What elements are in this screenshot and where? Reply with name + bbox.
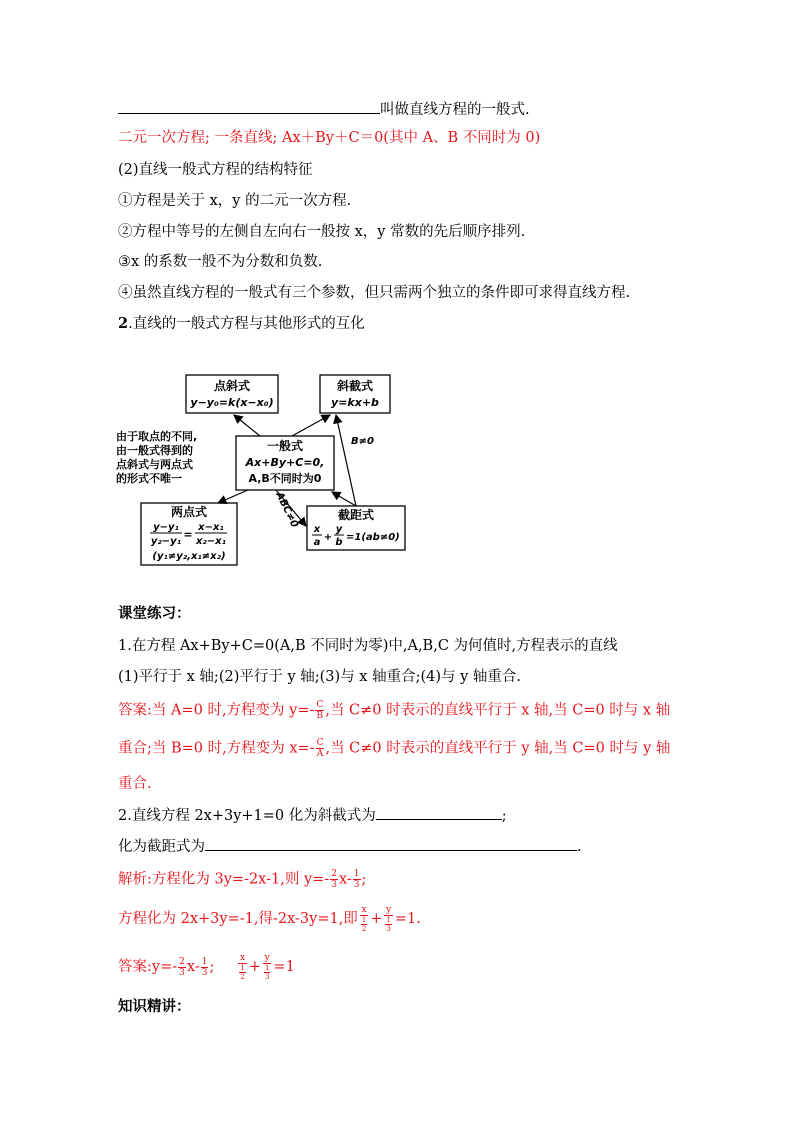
arrow-general-to-two-point bbox=[218, 490, 248, 503]
note-line-1: 由于取点的不同, bbox=[116, 430, 198, 443]
solution-2-line-2: 方程化为 2x+3y=-1,得-2x-3y=1,即 $\frac{x}{\frac{1}{2}}$ + $\frac{y}{\frac{1}{3}}$ =1. bbox=[118, 905, 421, 933]
answer-fraction-x: $\frac{x}{\frac{1}{2}}$ bbox=[240, 953, 246, 981]
fraction-x-over-neg-half: $\frac{x}{\frac{1}{2}}$ bbox=[361, 905, 367, 933]
answer-blank bbox=[118, 98, 380, 114]
question-2-line-1: 2.直线方程 2x+3y+1=0 化为斜截式为 ; bbox=[118, 804, 507, 826]
fraction-c-over-a: $\frac{C}{A}$ bbox=[316, 738, 324, 759]
structure-heading: (2)直线一般式方程的结构特征 bbox=[118, 162, 313, 178]
question-1-line-1: 1.在方程 Ax+By+C=0(A,B 不同时为零)中,A,B,C 为何值时,方程表示的直线 bbox=[118, 638, 618, 654]
note-line-4: 的形式不唯一 bbox=[116, 472, 182, 485]
fraction-c-over-b: $\frac{C}{B}$ bbox=[316, 700, 324, 721]
definition-line: 叫做直线方程的一般式. bbox=[118, 98, 530, 120]
fraction-y-over-neg-third: $\frac{y}{\frac{1}{3}}$ bbox=[386, 905, 392, 933]
point-slope-eq: y−y₀=k(x−x₀) bbox=[190, 396, 274, 409]
answer-2: 答案:y=- $\frac{2}{3}$ x- $\frac{1}{3}$ ; $\frac{x}{\frac{1}{2}}$ + $\frac{y}{\frac{1}{3}}$ =1 bbox=[118, 953, 295, 981]
intercept-plus: + bbox=[323, 532, 333, 543]
slope-intercept-eq: y=kx+b bbox=[331, 396, 379, 409]
definition-answer: 二元一次方程; 一条直线; Ax＋By＋C＝0(其中 A、B 不同时为 0) bbox=[118, 130, 541, 146]
intercept-title: 截距式 bbox=[337, 508, 375, 522]
intercept-b: b bbox=[335, 537, 343, 548]
fraction-1-3: $\frac{1}{3}$ bbox=[353, 869, 360, 890]
feature-2: ②方程中等号的左侧自左向右一般按 x，y 常数的先后顺序排列. bbox=[118, 224, 526, 240]
knowledge-heading: 知识精讲： bbox=[118, 998, 191, 1015]
two-point-title: 两点式 bbox=[170, 505, 208, 519]
feature-1: ①方程是关于 x，y 的二元一次方程. bbox=[118, 193, 352, 209]
two-point-den-right: x₂−x₁ bbox=[195, 536, 227, 547]
arrow-intercept-to-general bbox=[332, 492, 356, 506]
slope-intercept-title: 斜截式 bbox=[336, 379, 374, 393]
note-line-3: 点斜式与两点式 bbox=[116, 458, 193, 471]
practice-heading: 课堂练习： bbox=[118, 605, 191, 622]
note-line-2: 由一般式得到的 bbox=[116, 444, 193, 457]
intercept-a: a bbox=[313, 537, 321, 548]
answer-fraction-1-3: $\frac{1}{3}$ bbox=[201, 956, 208, 978]
intercept-x: x bbox=[313, 524, 321, 535]
two-point-num-left: y−y₁ bbox=[153, 522, 179, 533]
arrow-general-to-slope-intercept bbox=[292, 415, 330, 436]
feature-3: ③x 的系数一般不为分数和负数. bbox=[118, 254, 323, 270]
general-cond: A,B不同时为0 bbox=[248, 472, 322, 485]
intercept-form-blank bbox=[205, 835, 577, 851]
two-point-den-left: y₂−y₁ bbox=[150, 536, 182, 547]
answer-1-line-3: 重合. bbox=[118, 776, 152, 792]
conversion-diagram bbox=[108, 360, 428, 572]
slope-form-blank bbox=[376, 804, 502, 820]
question-1-line-2: (1)平行于 x 轴;(2)平行于 y 轴;(3)与 x 轴重合;(4)与 y 轴重合. bbox=[118, 669, 522, 685]
label-abc-nonzero: ABC≠0 bbox=[273, 490, 300, 530]
general-eq: Ax+By+C=0, bbox=[245, 456, 325, 469]
intercept-y: y bbox=[335, 524, 343, 535]
general-title: 一般式 bbox=[266, 439, 304, 453]
fraction-2-3: $\frac{2}{3}$ bbox=[331, 869, 337, 890]
intercept-eq-rest: =1(ab≠0) bbox=[346, 532, 400, 543]
solution-2-line-1: 解析:方程化为 3y=-2x-1,则 y=- $\frac{2}{3}$ x- $\frac{1}{3}$ ; bbox=[118, 869, 367, 890]
answer-1-line-1: 答案:当 A=0 时,方程变为 y=- $\frac{C}{B}$ ,当 C≠0 时表示的直线平行于 x 轴,当 C=0 时与 x 轴 bbox=[118, 700, 671, 721]
answer-1-line-2: 重合;当 B=0 时,方程变为 x=- $\frac{C}{A}$ ,当 C≠0 时表示的直线平行于 y 轴,当 C=0 时与 y 轴 bbox=[118, 738, 671, 759]
question-2-line-2: 化为截距式为 . bbox=[118, 835, 582, 857]
answer-fraction-2-3: $\frac{2}{3}$ bbox=[179, 956, 185, 978]
label-b-nonzero: B≠0 bbox=[351, 436, 374, 447]
arrow-general-to-point-slope bbox=[234, 415, 260, 436]
arrow-intercept-to-slope-intercept bbox=[336, 415, 356, 506]
point-slope-title: 点斜式 bbox=[213, 379, 251, 393]
feature-4: ④虽然直线方程的一般式有三个参数，但只需两个独立的条件即可求得直线方程. bbox=[118, 285, 631, 301]
section-2-heading: 2.直线的一般式方程与其他形式的互化 bbox=[118, 315, 365, 332]
two-point-num-right: x−x₁ bbox=[198, 522, 224, 533]
two-point-eq-sign: = bbox=[183, 528, 193, 541]
answer-fraction-y: $\frac{y}{\frac{1}{3}}$ bbox=[264, 953, 270, 981]
two-point-cond: (y₁≠y₂,x₁≠x₂) bbox=[152, 551, 226, 562]
